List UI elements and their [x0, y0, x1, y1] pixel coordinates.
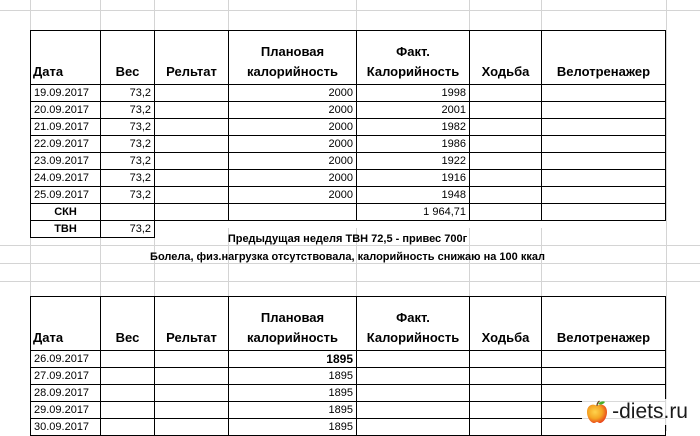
date-cell[interactable]: 27.09.2017 — [31, 368, 101, 385]
result-cell[interactable] — [155, 136, 229, 153]
result-cell[interactable] — [155, 187, 229, 204]
walk-cell[interactable] — [470, 187, 542, 204]
result-cell[interactable] — [155, 419, 229, 436]
fact-cell[interactable] — [357, 351, 470, 368]
walk-cell[interactable] — [470, 85, 542, 102]
table-row[interactable] — [31, 170, 666, 187]
weight-cell[interactable]: 73,2 — [101, 102, 155, 119]
walk-cell[interactable] — [470, 419, 542, 436]
date-cell[interactable]: 28.09.2017 — [31, 385, 101, 402]
col-bike-header: Велотренажер — [542, 31, 666, 85]
weight-cell[interactable] — [101, 368, 155, 385]
plan-cell[interactable] — [229, 204, 357, 221]
walk-cell[interactable] — [470, 102, 542, 119]
walk-cell[interactable] — [470, 402, 542, 419]
weight-cell[interactable] — [101, 402, 155, 419]
table-row[interactable] — [31, 385, 666, 402]
col-fact-header: Факт. Калорийность — [357, 297, 470, 351]
table-row[interactable] — [31, 419, 666, 436]
bike-cell[interactable] — [542, 153, 666, 170]
weight-cell[interactable]: 73,2 — [101, 170, 155, 187]
bike-cell[interactable] — [542, 368, 666, 385]
bike-cell[interactable] — [542, 204, 666, 221]
table-row[interactable] — [31, 136, 666, 153]
fact-cell[interactable]: 1922 — [357, 153, 470, 170]
fact-cell[interactable]: 1986 — [357, 136, 470, 153]
bike-cell[interactable] — [542, 85, 666, 102]
col-walk-header: Ходьба — [470, 297, 542, 351]
plan-cell[interactable]: 1895 — [229, 351, 357, 368]
col-result-header: Рельтат — [155, 31, 229, 85]
diets-ru-logo — [582, 399, 692, 425]
result-cell[interactable] — [155, 351, 229, 368]
apple-icon — [584, 399, 610, 425]
col-date-header: Дата — [31, 31, 101, 85]
fact-cell[interactable]: 2001 — [357, 102, 470, 119]
walk-cell[interactable] — [470, 153, 542, 170]
plan-cell[interactable]: 1895 — [229, 419, 357, 436]
weight-cell[interactable]: 73,2 — [101, 187, 155, 204]
plan-cell[interactable]: 1895 — [229, 368, 357, 385]
walk-cell[interactable] — [470, 204, 542, 221]
plan-cell[interactable]: 2000 — [229, 102, 357, 119]
date-cell[interactable]: 24.09.2017 — [31, 170, 101, 187]
table-row[interactable] — [31, 85, 666, 102]
plan-cell[interactable]: 1895 — [229, 385, 357, 402]
date-cell[interactable]: 20.09.2017 — [31, 102, 101, 119]
plan-cell[interactable]: 2000 — [229, 85, 357, 102]
result-cell[interactable] — [155, 204, 229, 221]
plan-cell[interactable]: 2000 — [229, 119, 357, 136]
header-row — [31, 31, 666, 85]
weight-cell[interactable] — [101, 204, 155, 221]
plan-cell[interactable]: 2000 — [229, 153, 357, 170]
table-row[interactable] — [31, 102, 666, 119]
table-row[interactable] — [31, 351, 666, 368]
date-cell[interactable]: 25.09.2017 — [31, 187, 101, 204]
date-cell[interactable]: 29.09.2017 — [31, 402, 101, 419]
result-cell[interactable] — [155, 170, 229, 187]
weight-cell[interactable] — [101, 351, 155, 368]
fact-cell[interactable]: 1916 — [357, 170, 470, 187]
skn-fact-cell[interactable]: 1 964,71 — [357, 204, 470, 221]
result-cell[interactable] — [155, 119, 229, 136]
walk-cell[interactable] — [470, 368, 542, 385]
bike-cell[interactable] — [542, 136, 666, 153]
weight-cell[interactable]: 73,2 — [101, 119, 155, 136]
col-weight-header: Вес — [101, 297, 155, 351]
date-cell[interactable]: 22.09.2017 — [31, 136, 101, 153]
fact-cell[interactable] — [357, 368, 470, 385]
result-cell[interactable] — [155, 102, 229, 119]
fact-cell[interactable] — [357, 419, 470, 436]
fact-cell[interactable]: 1948 — [357, 187, 470, 204]
bike-cell[interactable] — [542, 351, 666, 368]
result-cell[interactable] — [155, 153, 229, 170]
fact-cell[interactable]: 1998 — [357, 85, 470, 102]
walk-cell[interactable] — [470, 385, 542, 402]
plan-cell[interactable]: 2000 — [229, 136, 357, 153]
header-row — [31, 297, 666, 351]
date-cell[interactable]: 19.09.2017 — [31, 85, 101, 102]
table-row[interactable] — [31, 368, 666, 385]
fact-cell[interactable] — [357, 385, 470, 402]
weight-cell[interactable] — [101, 385, 155, 402]
result-cell[interactable] — [155, 402, 229, 419]
col-plan-header: Плановая калорийность — [229, 297, 357, 351]
skn-label: СКН — [31, 204, 101, 221]
table-row[interactable] — [31, 187, 666, 204]
plan-cell[interactable]: 1895 — [229, 402, 357, 419]
col-fact-header: Факт. Калорийность — [357, 31, 470, 85]
col-walk-header: Ходьба — [470, 31, 542, 85]
plan-cell[interactable]: 2000 — [229, 170, 357, 187]
bike-cell[interactable] — [542, 170, 666, 187]
walk-cell[interactable] — [470, 119, 542, 136]
logo-dash: - — [612, 400, 620, 423]
date-cell[interactable]: 26.09.2017 — [31, 351, 101, 368]
col-date-header: Дата — [31, 297, 101, 351]
logo-text: diets.ru — [619, 400, 688, 423]
weight-cell[interactable]: 73,2 — [101, 153, 155, 170]
col-plan-header: Плановая калорийность — [229, 31, 357, 85]
table-row[interactable] — [31, 402, 666, 419]
table-row[interactable] — [31, 119, 666, 136]
col-weight-header: Вес — [101, 31, 155, 85]
tvn-label: ТВН — [31, 221, 101, 238]
week2-table — [30, 296, 666, 436]
bike-cell[interactable] — [542, 102, 666, 119]
weight-cell[interactable] — [101, 419, 155, 436]
result-cell[interactable] — [155, 368, 229, 385]
fact-cell[interactable]: 1982 — [357, 119, 470, 136]
bike-cell[interactable] — [542, 187, 666, 204]
note-previous-week: Предыдущая неделя ТВН 72,5 - привес 700г — [227, 233, 468, 245]
weight-cell[interactable]: 73,2 — [101, 85, 155, 102]
note-comment: Болела, физ.нагрузка отсутствовала, калорийность снижаю на 100 ккал — [150, 251, 545, 263]
walk-cell[interactable] — [470, 136, 542, 153]
table-row[interactable] — [31, 153, 666, 170]
result-cell[interactable] — [155, 85, 229, 102]
date-cell[interactable]: 23.09.2017 — [31, 153, 101, 170]
weight-cell[interactable]: 73,2 — [101, 136, 155, 153]
week1-table — [30, 30, 666, 238]
plan-cell[interactable]: 2000 — [229, 187, 357, 204]
walk-cell[interactable] — [470, 170, 542, 187]
walk-cell[interactable] — [470, 351, 542, 368]
date-cell[interactable]: 21.09.2017 — [31, 119, 101, 136]
bike-cell[interactable] — [542, 119, 666, 136]
date-cell[interactable]: 30.09.2017 — [31, 419, 101, 436]
fact-cell[interactable] — [357, 402, 470, 419]
col-bike-header: Велотренажер — [542, 297, 666, 351]
result-cell[interactable] — [155, 385, 229, 402]
col-result-header: Рельтат — [155, 297, 229, 351]
skn-row[interactable] — [31, 204, 666, 221]
tvn-weight-cell[interactable]: 73,2 — [101, 221, 155, 238]
